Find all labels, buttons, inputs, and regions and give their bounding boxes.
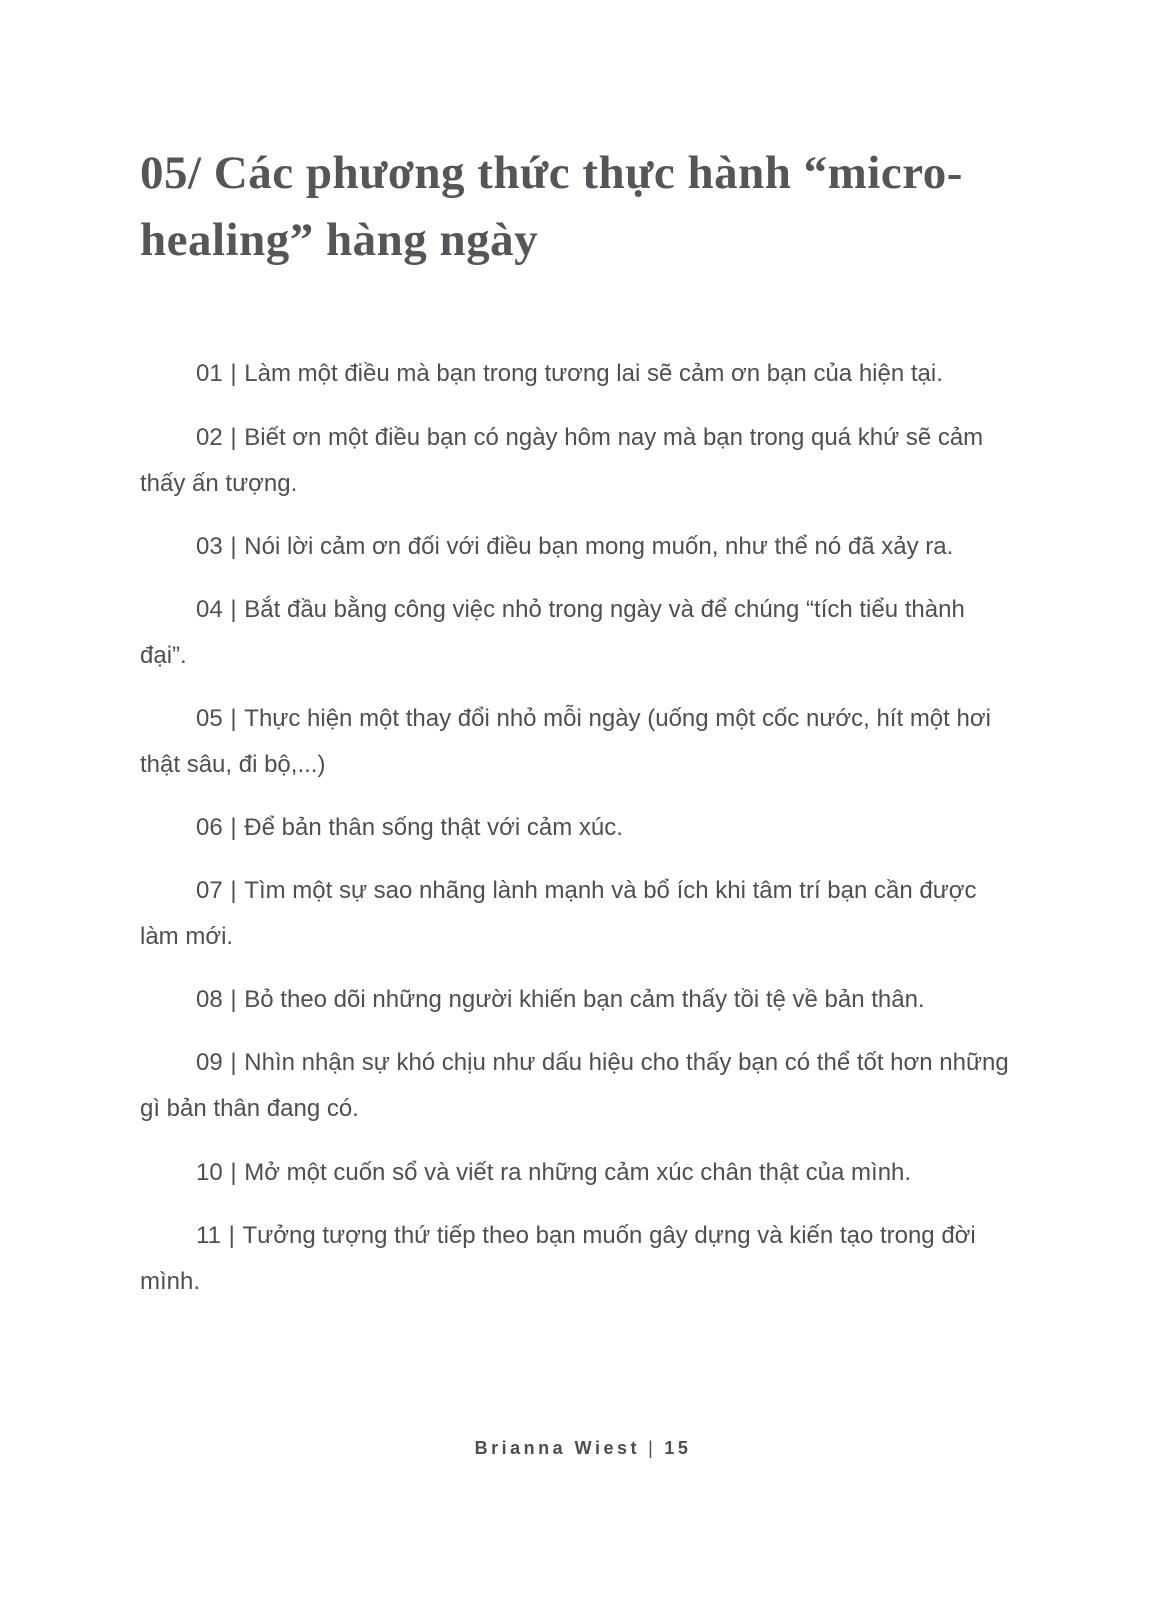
item-text: Tưởng tượng thứ tiếp theo bạn muốn gây dựng và kiến tạo trong đời mình. xyxy=(140,1221,976,1295)
list-item xyxy=(140,1040,1016,1132)
item-separator: | xyxy=(230,1049,237,1077)
list-item xyxy=(140,977,1016,1023)
list-item xyxy=(140,524,1016,570)
item-text: Làm một điều mà bạn trong tương lai sẽ cảm ơn bạn của hiện tại. xyxy=(244,360,943,388)
item-text: Nói lời cảm ơn đối với điều bạn mong muốn, như thể nó đã xảy ra. xyxy=(244,532,954,560)
item-text: Tìm một sự sao nhãng lành mạnh và bổ ích khi tâm trí bạn cần được làm mới. xyxy=(140,877,977,951)
footer-page-number: 15 xyxy=(664,1438,692,1458)
item-separator: | xyxy=(230,360,237,388)
item-number: 05 xyxy=(196,704,223,732)
item-number: 03 xyxy=(196,532,223,560)
item-text: Mở một cuốn sổ và viết ra những cảm xúc chân thật của mình. xyxy=(244,1158,912,1186)
list-item xyxy=(140,415,1016,507)
list-item xyxy=(140,868,1016,960)
item-number: 04 xyxy=(196,595,223,623)
item-text: Thực hiện một thay đổi nhỏ mỗi ngày (uống một cốc nước, hít một hơi thật sâu, đi bộ,...) xyxy=(140,704,991,779)
item-text: Bắt đầu bằng công việc nhỏ trong ngày và để chúng “tích tiểu thành đại”. xyxy=(140,595,965,669)
practice-list xyxy=(140,351,1016,1304)
item-number: 10 xyxy=(196,1158,223,1186)
item-separator: | xyxy=(230,814,237,842)
chapter-title: 05/ Các phương thức thực hành “micro-healing” hàng ngày xyxy=(140,147,963,266)
item-number: 01 xyxy=(196,360,223,388)
list-item xyxy=(140,805,1016,851)
item-text: Biết ơn một điều bạn có ngày hôm nay mà bạn trong quá khứ sẽ cảm thấy ấn tượng. xyxy=(140,423,984,497)
item-separator: | xyxy=(230,704,237,732)
item-number: 02 xyxy=(196,423,223,451)
item-separator: | xyxy=(228,1221,235,1249)
item-separator: | xyxy=(230,877,237,905)
list-item xyxy=(140,696,1016,788)
list-item xyxy=(140,587,1016,679)
list-item xyxy=(140,351,1016,397)
item-separator: | xyxy=(230,986,237,1014)
item-number: 07 xyxy=(196,877,223,905)
footer-separator: | xyxy=(648,1438,657,1458)
list-item xyxy=(140,1213,1016,1305)
item-text: Để bản thân sống thật với cảm xúc. xyxy=(244,814,623,842)
item-number: 11 xyxy=(196,1221,221,1249)
item-separator: | xyxy=(230,1158,237,1186)
item-number: 08 xyxy=(196,986,223,1014)
list-item xyxy=(140,1150,1016,1196)
item-text: Nhìn nhận sự khó chịu như dấu hiệu cho thấy bạn có thể tốt hơn những gì bản thân đang có. xyxy=(140,1049,1009,1123)
page-content xyxy=(140,140,1016,1322)
item-separator: | xyxy=(230,532,237,560)
page-footer xyxy=(0,1438,1166,1459)
footer-author: Brianna Wiest xyxy=(474,1438,640,1458)
item-number: 06 xyxy=(196,814,223,842)
item-separator: | xyxy=(230,595,237,623)
item-separator: | xyxy=(230,423,237,451)
item-text: Bỏ theo dõi những người khiến bạn cảm thấy tồi tệ về bản thân. xyxy=(244,986,925,1014)
item-number: 09 xyxy=(196,1049,223,1077)
